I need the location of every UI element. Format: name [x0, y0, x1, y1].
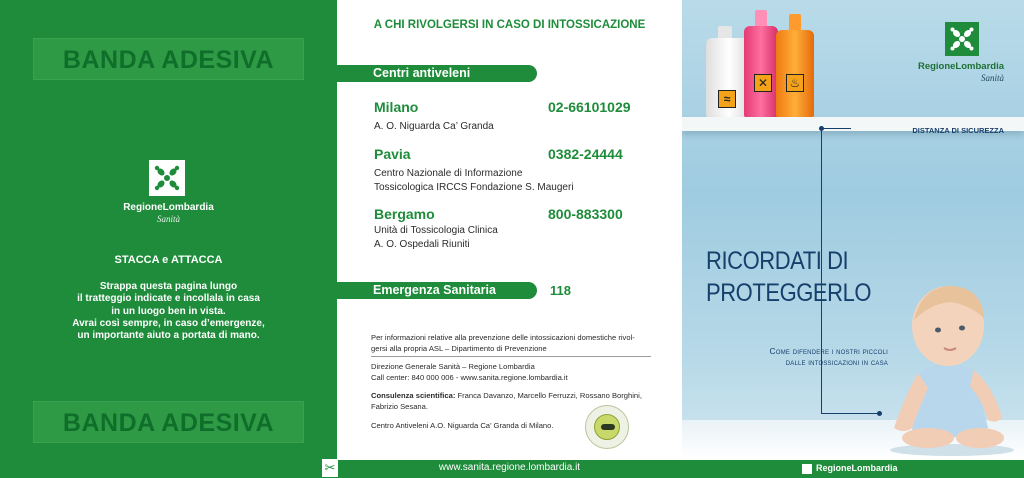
main-title	[706, 245, 871, 309]
footer-brand: RegioneLombardia	[816, 463, 898, 473]
subtitle	[706, 346, 888, 368]
adhesive-band-top: BANDA ADESIVA	[33, 38, 304, 80]
regione-lombardia-logo-icon	[149, 160, 185, 196]
instructions	[40, 281, 297, 342]
instruction-line: un importante aiuto a portata di mano.	[77, 330, 260, 342]
info-line: gersi alla propria ASL – Dipartimento di Prevenzione	[371, 343, 547, 353]
info-line: Per informazioni relative alla prevenzione delle intossicazioni domestiche rivol-	[371, 333, 635, 342]
centro-antiveleni-seal-icon	[585, 405, 629, 449]
distance-dot	[819, 126, 824, 131]
divider	[371, 356, 651, 357]
center-address-milano	[374, 120, 494, 134]
center-phone-milano[interactable]: 02-66101029	[548, 99, 631, 115]
center-address-pavia	[374, 167, 574, 194]
instruction-line: Avrai così sempre, in caso d’emergenze,	[72, 317, 265, 329]
corrosive-icon: ≈	[718, 90, 736, 108]
section-heading: A CHI RIVOLGERSI IN CASO DI INTOSSICAZIONE	[373, 19, 646, 31]
emergency-number[interactable]: 118	[550, 283, 571, 298]
baby-photo	[882, 278, 1022, 458]
brand-name: RegioneLombardia	[917, 61, 1004, 72]
consulenza-names: Franca Davanzo, Marcello Ferruzzi, Rossano Borghini,	[455, 391, 642, 400]
distance-label: DISTANZA DI SICUREZZA	[912, 126, 1004, 135]
scissors-icon: ✂	[322, 459, 338, 477]
website-link[interactable]: www.sanita.regione.lombardia.it	[438, 462, 581, 473]
instruction-line: in un luogo ben in vista.	[111, 305, 226, 317]
instruction-line: Strappa questa pagina lungo	[99, 281, 238, 292]
consulenza-label: Consulenza scientifica:	[371, 391, 456, 400]
address-line: Tossicologica IRCCS Fondazione S. Maugeri	[374, 181, 574, 193]
brand-subtitle: Sanità	[980, 73, 1004, 83]
direzione-info	[371, 362, 661, 383]
prevention-info	[371, 333, 661, 354]
instruction-line: il tratteggio indicate e incollala in casa	[77, 293, 260, 305]
hazard-x-icon: ✕	[754, 74, 772, 92]
brand-name: RegioneLombardia	[123, 202, 214, 213]
center-city-pavia: Pavia	[374, 146, 411, 162]
right-panel	[682, 0, 1024, 478]
title-line: RICORDATI DI	[706, 247, 849, 275]
consulenza-names-cont: Fabrizio Sesana.	[371, 401, 428, 411]
middle-panel	[337, 0, 682, 478]
brand-subtitle: Sanità	[156, 214, 180, 224]
direzione-line: Call center: 840 000 006 - www.sanita.regione.lombardia.it	[371, 372, 568, 382]
address-line: Unità di Tossicologia Clinica	[374, 225, 498, 236]
title-line: PROTEGGERLO	[706, 279, 872, 307]
center-city-milano: Milano	[374, 99, 419, 115]
centri-antiveleni-label: Centri antiveleni	[337, 65, 537, 82]
pink-bottle	[744, 26, 778, 118]
stacca-heading: STACCA e ATTACCA	[114, 254, 223, 266]
centro-antiveleni-credit: Centro Antiveleni A.O. Niguarda Ca’ Granda di Milano.	[371, 421, 554, 430]
emergenza-sanitaria-label: Emergenza Sanitaria	[337, 282, 537, 299]
address-line: A. O. Niguarda Ca’ Granda	[374, 121, 494, 132]
regione-lombardia-logo-icon	[802, 464, 812, 474]
subtitle-line: dalle intossicazioni in casa	[785, 357, 888, 367]
distance-line	[821, 128, 851, 129]
adhesive-band-bottom: BANDA ADESIVA	[33, 401, 304, 443]
address-line: Centro Nazionale di Informazione	[374, 168, 523, 179]
subtitle-line: Come difendere i nostri piccoli	[769, 346, 888, 356]
center-city-bergamo: Bergamo	[374, 206, 435, 222]
center-phone-bergamo[interactable]: 800-883300	[548, 206, 623, 222]
distance-line	[821, 413, 879, 414]
center-address-bergamo	[374, 224, 498, 251]
direzione-line: Direzione Generale Sanità – Regione Lombardia	[371, 362, 535, 371]
left-panel	[0, 0, 337, 478]
center-phone-pavia[interactable]: 0382-24444	[548, 146, 623, 162]
flame-icon: ♨	[786, 74, 804, 92]
regione-lombardia-logo-icon	[945, 22, 979, 56]
address-line: A. O. Ospedali Riuniti	[374, 238, 470, 250]
